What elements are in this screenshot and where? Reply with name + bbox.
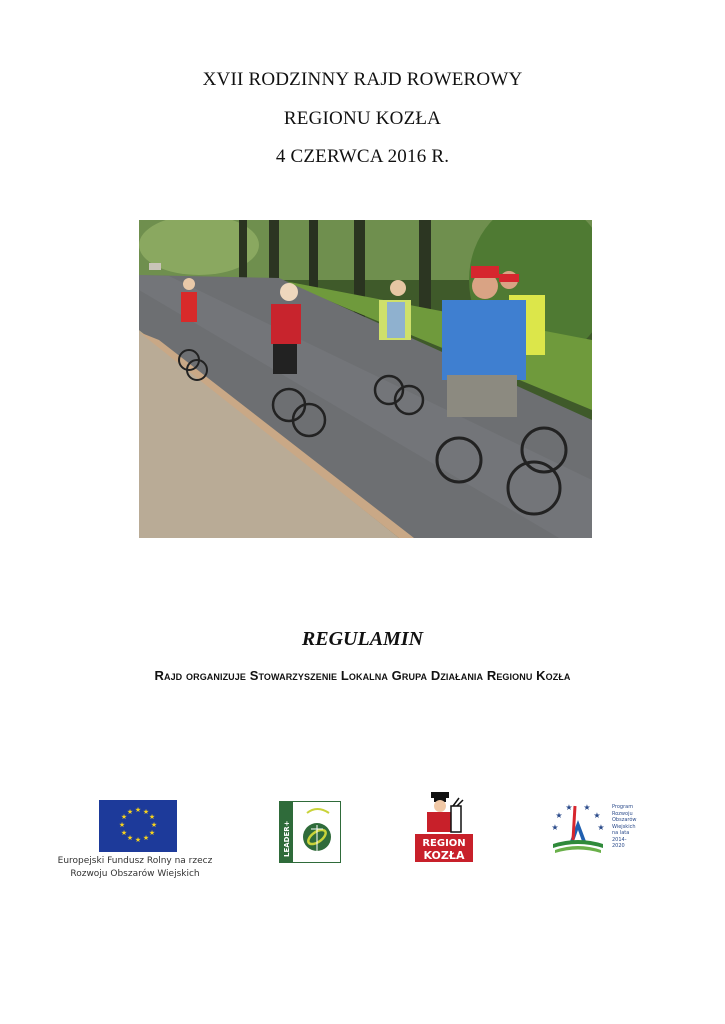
svg-text:★: ★ (126, 834, 134, 842)
title-line-2: REGIONU KOZŁA (283, 108, 442, 129)
eu-flag-icon (99, 800, 177, 852)
svg-text:★: ★ (551, 823, 559, 832)
title-date: 4 CZERWCA 2016 R. (275, 146, 450, 167)
svg-text:★: ★ (126, 808, 134, 816)
svg-text:★: ★ (120, 813, 128, 821)
region-text-line-1: REGION (422, 838, 466, 849)
svg-text:★: ★ (555, 811, 563, 820)
cyclists-photo (139, 220, 592, 538)
svg-text:★: ★ (134, 836, 142, 844)
prow-text-line-2: Rozwoju (612, 810, 633, 817)
prow-text-line-3: Obszarów (612, 817, 637, 823)
eu-fund-logo (50, 800, 220, 881)
title-line-1: XVII RODZINNY RAJD ROWEROWY (202, 69, 523, 90)
prow-text-line-5: na lata 2014-2020 (612, 830, 630, 849)
region-text-line-2: KOZŁA (423, 849, 465, 862)
prow-logo (547, 800, 639, 858)
prow-text-line-4: Wiejskich (612, 823, 636, 830)
svg-text:★: ★ (583, 803, 591, 812)
leader-logo (279, 801, 341, 863)
region-kozla-logo (413, 792, 475, 864)
svg-text:★: ★ (120, 829, 128, 837)
svg-text:★: ★ (142, 808, 150, 816)
prow-text-line-1: Program (612, 804, 634, 810)
svg-text:★: ★ (150, 821, 158, 829)
svg-text:★: ★ (134, 806, 142, 814)
svg-text:★: ★ (593, 811, 601, 820)
svg-text:★: ★ (597, 823, 605, 832)
svg-text:★: ★ (565, 803, 573, 812)
svg-text:★: ★ (142, 834, 150, 842)
leader-text: LEADER+ (283, 820, 291, 857)
svg-text:★: ★ (118, 821, 126, 829)
organizer-line: Rajd organizuje Stowarzyszenie Lokalna Grupa Działania Regionu Kozła (154, 668, 571, 683)
document-heading: REGULAMIN (301, 628, 424, 650)
eu-caption-line-2: Rozwoju Obszarów Wiejskich (70, 869, 200, 879)
eu-caption-line-1: Europejski Fundusz Rolny na rzecz (57, 856, 213, 866)
svg-text:★: ★ (148, 829, 156, 837)
svg-text:★: ★ (148, 813, 156, 821)
